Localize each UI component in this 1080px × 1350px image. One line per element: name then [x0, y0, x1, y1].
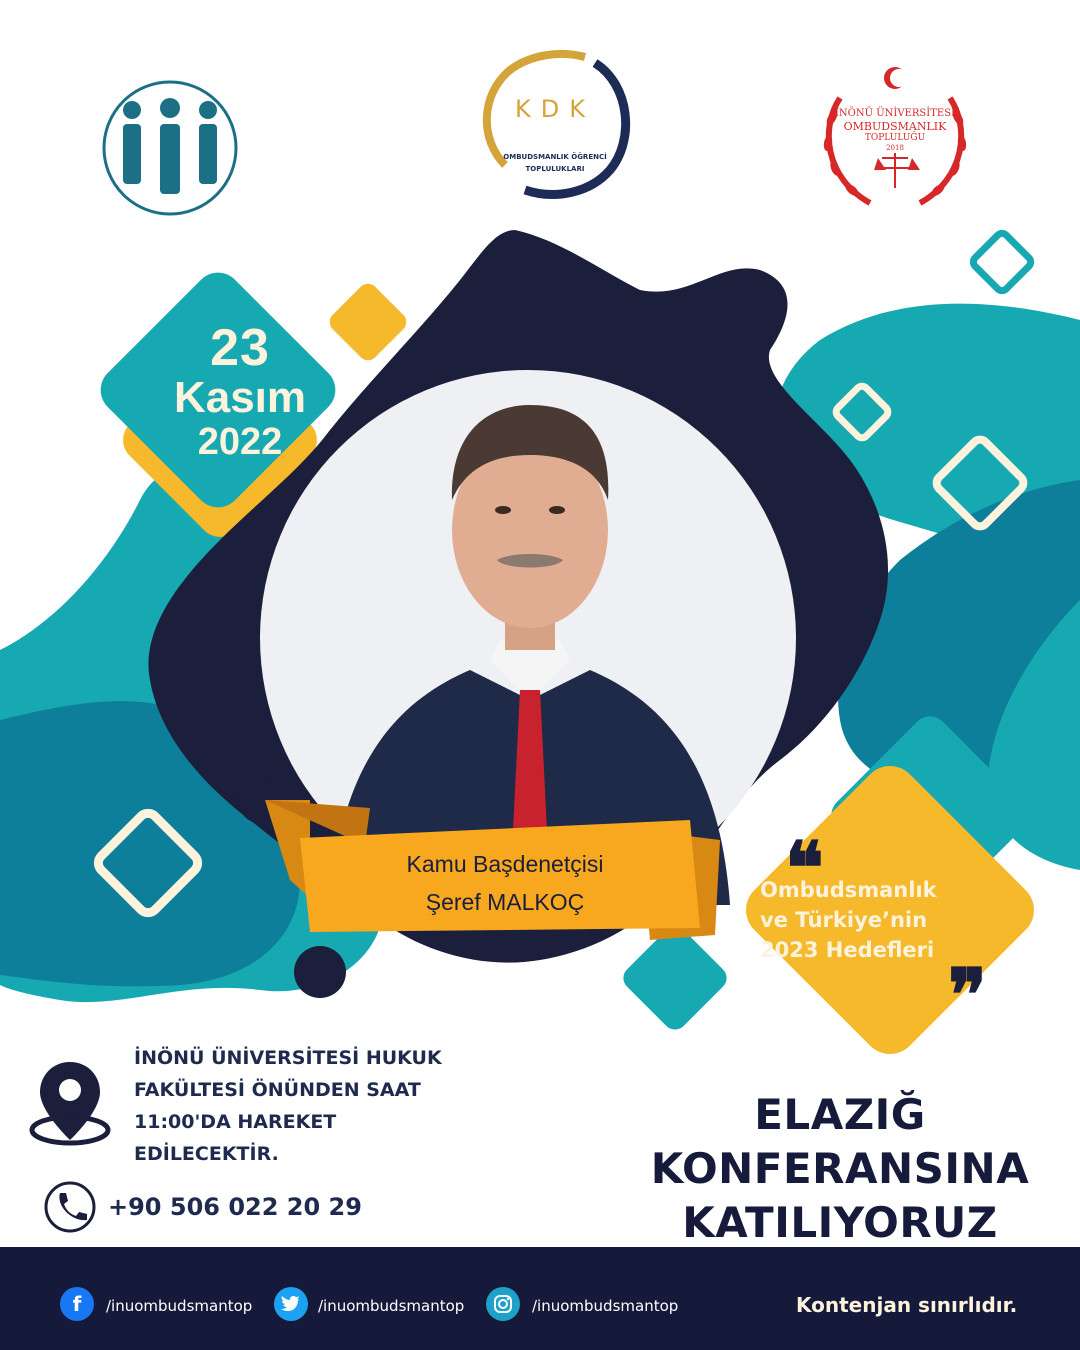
- departure-line3: 11:00'DA HAREKET: [134, 1111, 337, 1133]
- map-pin-icon: [32, 1062, 108, 1143]
- teal-diamond-small: [618, 921, 731, 1034]
- twitter-bird-icon: [281, 1295, 301, 1313]
- departure-line4: EDİLECEKTİR.: [134, 1143, 279, 1165]
- facebook-handle[interactable]: /inuombudsmantop: [106, 1297, 253, 1315]
- topluluk-logo-line2: OMBUDSMANLIK: [843, 120, 947, 133]
- date-month: Kasım: [173, 373, 307, 422]
- capacity-notice: Kontenjan sınırlıdır.: [796, 1293, 1018, 1317]
- date-day: 23: [210, 319, 270, 377]
- kdk-letter-2: D: [540, 95, 570, 123]
- instagram-icon[interactable]: [486, 1287, 520, 1321]
- date-year: 2022: [197, 421, 283, 463]
- navy-dot-1: [294, 946, 346, 998]
- departure-line1: İNÖNÜ ÜNİVERSİTESİ HUKUK: [134, 1047, 442, 1069]
- phone-icon: [46, 1183, 94, 1231]
- talk-topic-line2: ve Türkiye’nin: [760, 908, 928, 932]
- departure-info: [134, 1042, 514, 1170]
- twitter-handle[interactable]: /inuombudsmantop: [318, 1297, 465, 1315]
- kdk-letter-3: K: [569, 95, 595, 123]
- quote-open-icon: ❝: [785, 825, 824, 910]
- topluluk-logo-line3: TOPLULUĞU: [864, 133, 926, 143]
- instagram-handle[interactable]: /inuombudsmantop: [532, 1297, 679, 1315]
- speaker-label: [340, 845, 670, 921]
- headline-line3: KATILIYORUZ: [682, 1198, 998, 1247]
- speaker-title: Kamu Başdenetçisi: [406, 851, 604, 877]
- three-figures-icon: [80, 78, 260, 218]
- kdk-logo-line1: OMBUDSMANLIK ÖĞRENCİ: [503, 153, 607, 161]
- speaker-name: Şeref MALKOÇ: [425, 889, 585, 915]
- kdk-logo-line2: TOPLULUKLARI: [525, 165, 585, 173]
- event-date: [140, 320, 340, 464]
- facebook-icon[interactable]: f: [60, 1287, 94, 1321]
- departure-line2: FAKÜLTESİ ÖNÜNDEN SAAT: [134, 1079, 421, 1101]
- topluluk-logo: [810, 58, 980, 218]
- kdk-logo: [470, 45, 640, 205]
- outline-diamond-1: [971, 231, 1033, 293]
- headline-line1: ELAZIĞ: [754, 1090, 926, 1139]
- talk-topic-line1: Ombudsmanlık: [760, 878, 937, 902]
- quote-close-icon: ❞: [948, 952, 987, 1037]
- talk-topic-line3: 2023 Hedefleri: [760, 938, 935, 962]
- headline: [620, 1088, 1060, 1250]
- topluluk-logo-year: 2018: [886, 144, 904, 152]
- instagram-camera-icon: [493, 1294, 513, 1314]
- kdk-letter-1: K: [515, 95, 541, 123]
- twitter-icon[interactable]: [274, 1287, 308, 1321]
- topluluk-logo-line1: İNÖNÜ ÜNİVERSİTESİ: [834, 108, 955, 119]
- headline-line2: KONFERANSINA: [650, 1144, 1030, 1193]
- phone-number[interactable]: +90 506 022 20 29: [108, 1193, 362, 1221]
- kdk-logo-rings: [470, 45, 640, 205]
